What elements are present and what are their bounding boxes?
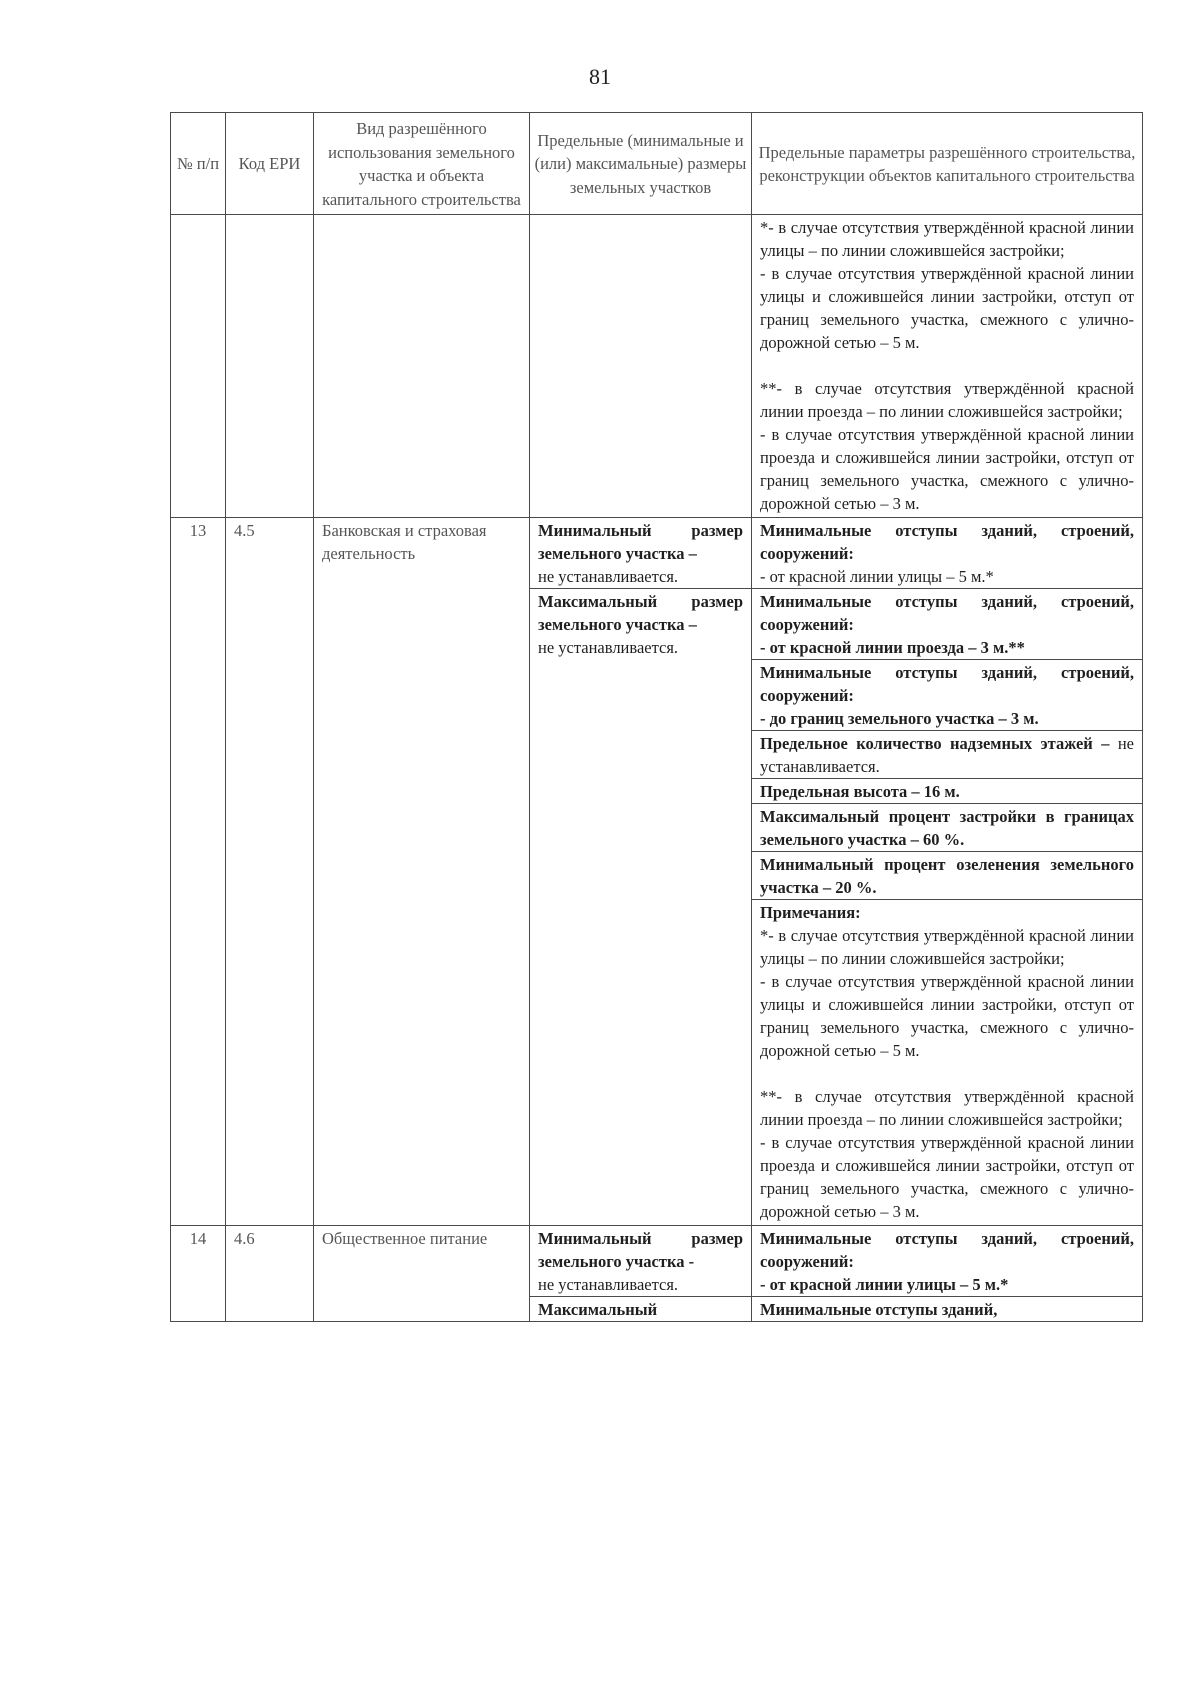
table-row-14	[171, 1226, 1143, 1297]
cont-num-cell	[171, 215, 226, 518]
row-num: 14	[171, 1226, 226, 1322]
cont-kind-cell	[314, 215, 530, 518]
param-title: Минимальные отступы зданий, строений, сооружений:	[760, 1229, 1134, 1271]
min-size-title: Минимальный размер земельного участка –	[538, 521, 743, 563]
max-size-title: Максимальный размер земельного участка –	[538, 592, 743, 634]
param-value: - от красной линии проезда – 3 м.**	[760, 638, 1025, 657]
header-code: Код ЕРИ	[226, 113, 314, 215]
row-kind: Банковская и страховая деятельность	[314, 518, 530, 1226]
row-num: 13	[171, 518, 226, 1226]
notes-title: Примечания:	[760, 903, 861, 922]
param-passage-cell	[752, 589, 1143, 660]
param-street-cell	[752, 1226, 1143, 1297]
min-size-value: не устанавливается.	[538, 1275, 679, 1294]
note-line: **- в случае отсутствия утверждённой красной линии проезда – по линии сложившейся застройки;	[760, 379, 1134, 421]
table-header-row	[171, 113, 1143, 215]
header-kind: Вид разрешённого использования земельного участка и объекта капитального строительства	[314, 113, 530, 215]
row-kind: Общественное питание	[314, 1226, 530, 1322]
header-size: Предельные (минимальные и (или) максимальные) размеры земельных участков	[530, 113, 752, 215]
note-line: - в случае отсутствия утверждённой красной линии проезда и сложившейся линии застройки, отступ от границ земельного участка, смежного с улично-дорожной сетью – 3 м.	[760, 1133, 1134, 1221]
header-num: № п/п	[171, 113, 226, 215]
param-height-cell: Предельная высота – 16 м.	[752, 779, 1143, 804]
min-size-value: не устанавливается.	[538, 567, 679, 586]
cont-size-cell	[530, 215, 752, 518]
param-value: не устанавливается.	[760, 734, 1134, 776]
cont-notes-cell	[752, 215, 1143, 518]
note-line: - в случае отсутствия утверждённой красной линии улицы и сложившейся линии застройки, отступ от границ земельного участка, смежного с улично-дорожной сетью – 5 м.	[760, 972, 1134, 1060]
note-line: **- в случае отсутствия утверждённой красной линии проезда – по линии сложившейся застройки;	[760, 1087, 1134, 1129]
note-line: - в случае отсутствия утверждённой красной линии улицы и сложившейся линии застройки, отступ от границ земельного участка, смежного с улично-дорожной сетью – 5 м.	[760, 264, 1134, 352]
note-line: *- в случае отсутствия утверждённой красной линии улицы – по линии сложившейся застройки;	[760, 926, 1134, 968]
row-code: 4.5	[226, 518, 314, 1226]
row-code: 4.6	[226, 1226, 314, 1322]
max-size-value: не устанавливается.	[538, 638, 679, 657]
notes-cell	[752, 900, 1143, 1226]
max-size-cell	[530, 589, 752, 1226]
min-size-title: Минимальный размер земельного участка -	[538, 1229, 743, 1271]
min-size-cell	[530, 518, 752, 589]
note-line: - в случае отсутствия утверждённой красной линии проезда и сложившейся линии застройки, отступ от границ земельного участка, смежного с улично-дорожной сетью – 3 м.	[760, 425, 1134, 513]
param-title: Минимальные отступы зданий, строений, сооружений:	[760, 521, 1134, 563]
param-coverage-cell: Максимальный процент застройки в границах земельного участка – 60 %.	[752, 804, 1143, 852]
table-row-13	[171, 518, 1143, 589]
param-value: - от красной линии улицы – 5 м.*	[760, 1275, 1009, 1294]
param-next-cell: Минимальные отступы зданий,	[752, 1297, 1143, 1322]
regulations-table	[170, 112, 1143, 1322]
param-value: - от красной линии улицы – 5 м.*	[760, 567, 994, 586]
param-floors-cell	[752, 731, 1143, 779]
page-number: 81	[589, 64, 611, 89]
param-title: Минимальные отступы зданий, строений, сооружений:	[760, 592, 1134, 634]
param-title: Минимальные отступы зданий, строений, сооружений:	[760, 663, 1134, 705]
table-row-continuation	[171, 215, 1143, 518]
param-street-cell	[752, 518, 1143, 589]
cont-code-cell	[226, 215, 314, 518]
param-border-cell	[752, 660, 1143, 731]
param-value: - до границ земельного участка – 3 м.	[760, 709, 1039, 728]
note-line: *- в случае отсутствия утверждённой красной линии улицы – по линии сложившейся застройки;	[760, 218, 1134, 260]
param-title: Предельное количество надземных этажей –	[760, 734, 1110, 753]
min-size-cell	[530, 1226, 752, 1297]
param-green-cell: Минимальный процент озеленения земельного участка – 20 %.	[752, 852, 1143, 900]
max-size-cell: Максимальный	[530, 1297, 752, 1322]
header-params: Предельные параметры разрешённого строительства, реконструкции объектов капитального строительства	[752, 113, 1143, 215]
